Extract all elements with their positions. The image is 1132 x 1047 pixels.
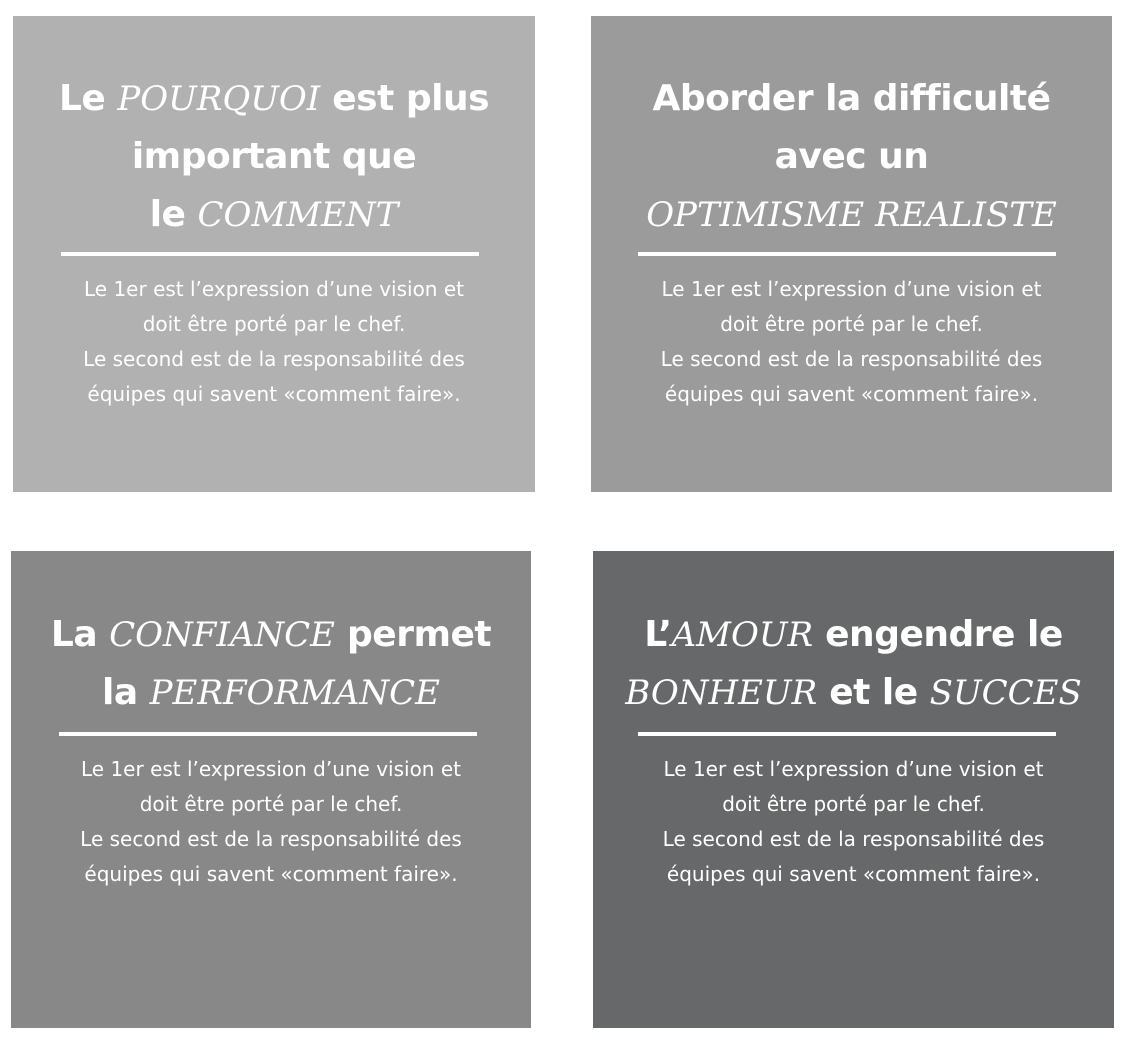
card-body	[11, 752, 531, 892]
title-text: Le	[58, 78, 118, 119]
divider-line	[61, 252, 479, 256]
body-line: Le second est de la responsabilité des	[660, 347, 1043, 371]
body-line: équipes qui savent «comment faire».	[84, 862, 458, 886]
title-accent-word: OPTIMISME REALISTE	[646, 195, 1057, 235]
body-line: équipes qui savent «comment faire».	[664, 382, 1039, 406]
body-line: équipes qui savent «comment faire».	[666, 862, 1041, 886]
quote-card-confiance	[11, 551, 531, 1028]
card-title	[11, 606, 531, 722]
quote-card-pourquoi	[13, 16, 535, 492]
divider-line	[59, 732, 477, 736]
title-accent-word: CONFIANCE	[109, 615, 335, 655]
title-text: La	[50, 614, 110, 655]
quote-card-optimisme	[591, 16, 1112, 492]
body-line: doit être porté par le chef.	[722, 792, 985, 816]
title-text: avec un	[774, 136, 929, 177]
title-text: et le	[817, 672, 930, 713]
body-line: Le second est de la responsabilité des	[80, 827, 462, 851]
quote-card-amour	[593, 551, 1114, 1028]
title-text: la	[102, 672, 150, 713]
card-title	[13, 70, 535, 244]
divider-line	[638, 252, 1056, 256]
body-line: Le 1er est l’expression d’une vision et	[661, 277, 1042, 301]
title-text: permet	[334, 614, 492, 655]
card-title	[591, 70, 1112, 244]
title-accent-word: AMOUR	[671, 615, 814, 655]
card-body	[13, 272, 535, 412]
card-body	[593, 752, 1114, 892]
body-line: Le second est de la responsabilité des	[662, 827, 1045, 851]
body-line: doit être porté par le chef.	[720, 312, 983, 336]
body-line: Le 1er est l’expression d’une vision et	[84, 277, 464, 301]
card-body	[591, 272, 1112, 412]
title-text: important que	[131, 136, 417, 177]
title-text: Aborder la difficulté	[652, 78, 1051, 119]
title-text: engendre le	[813, 614, 1063, 655]
title-accent-word: POURQUOI	[117, 79, 321, 119]
body-line: doit être porté par le chef.	[142, 312, 406, 336]
body-line: équipes qui savent «comment faire».	[87, 382, 461, 406]
title-accent-word: COMMENT	[197, 195, 399, 235]
body-line: doit être porté par le chef.	[139, 792, 403, 816]
body-line: Le 1er est l’expression d’une vision et	[81, 757, 461, 781]
body-line: Le 1er est l’expression d’une vision et	[663, 757, 1044, 781]
title-accent-word: PERFORMANCE	[149, 673, 440, 713]
body-line: Le second est de la responsabilité des	[83, 347, 465, 371]
title-accent-word: SUCCES	[929, 673, 1082, 713]
title-text: L’	[644, 614, 672, 655]
card-title	[593, 606, 1114, 722]
title-text: le	[149, 194, 198, 235]
divider-line	[638, 732, 1056, 736]
title-accent-word: BONHEUR	[625, 673, 818, 713]
title-text: est plus	[320, 78, 490, 119]
